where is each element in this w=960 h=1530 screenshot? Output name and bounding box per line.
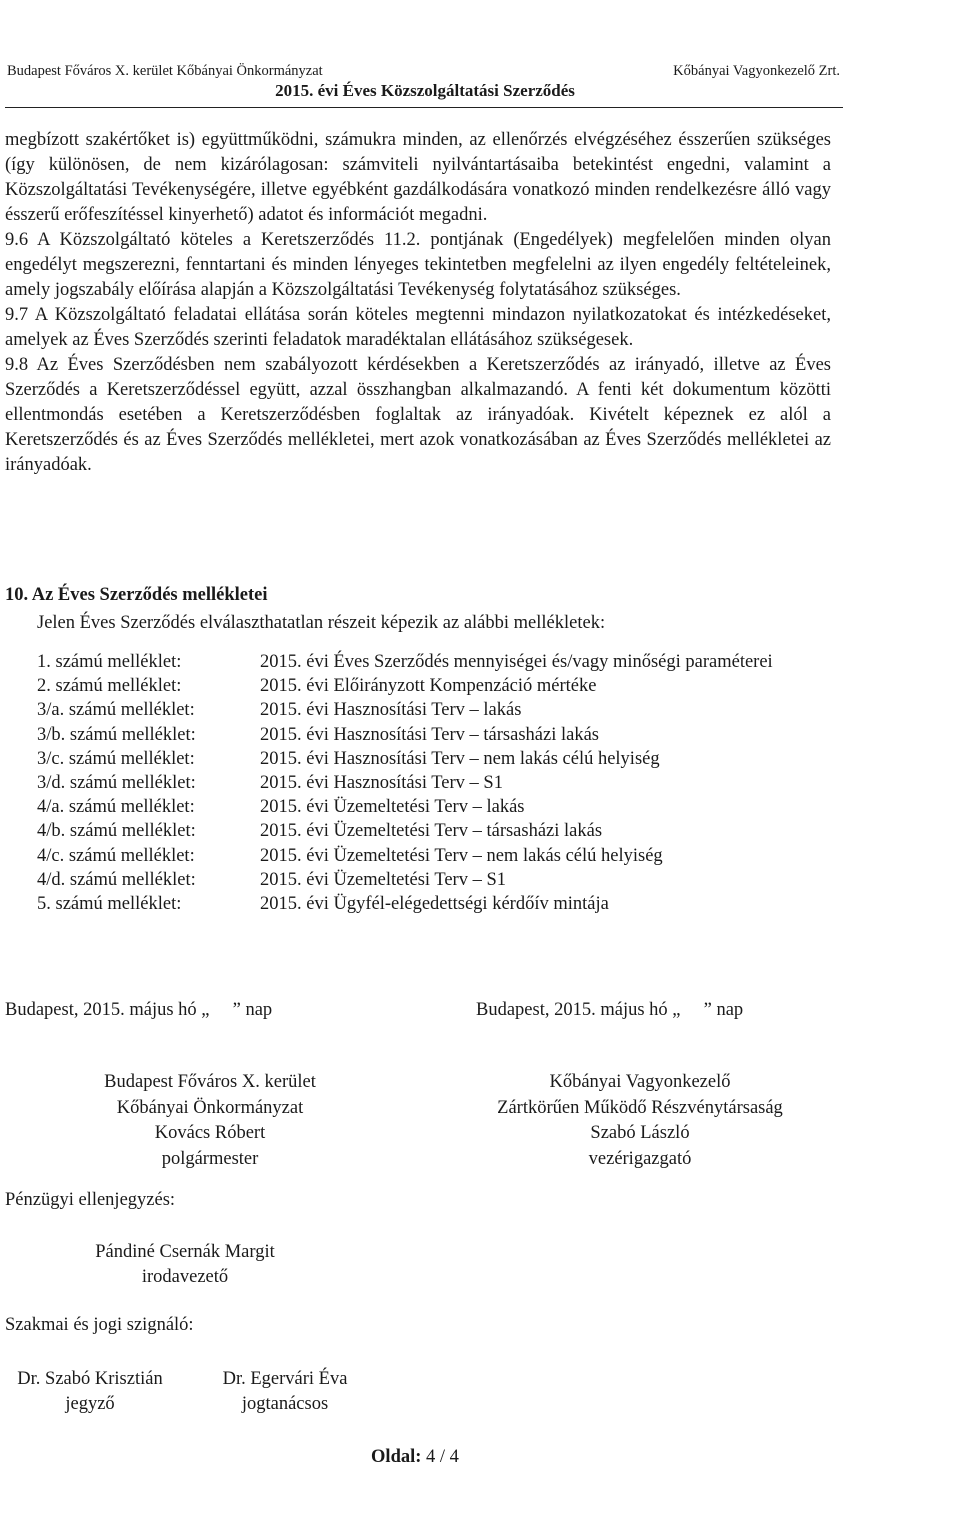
annex-row [37, 723, 800, 747]
signature-name: Dr. Egervári Éva [222, 1369, 348, 1389]
annex-key: 2. számú melléklet: [37, 676, 182, 697]
annex-row [37, 844, 800, 868]
annex-value: 2015. évi Hasznosítási Terv – S1 [260, 773, 503, 794]
page-footer [0, 1447, 830, 1468]
annex-row [37, 747, 800, 771]
annex-value: 2015. évi Üzemeltetési Terv – lakás [260, 797, 525, 818]
annex-list [37, 650, 800, 916]
page-number: 4 / 4 [426, 1447, 459, 1467]
signature-org-line: Kőbányai Vagyonkezelő [549, 1072, 731, 1092]
section-10-intro: Jelen Éves Szerződés elválaszthatatlan részeit képezik az alábbi mellékletek: [37, 613, 606, 633]
page-label: Oldal: [371, 1447, 422, 1467]
financial-countersign-label: Pénzügyi ellenjegyzés: [5, 1190, 176, 1210]
header-right: Kőbányai Vagyonkezelő Zrt. [673, 63, 840, 79]
annex-value: 2015. évi Hasznosítási Terv – társasházi lakás [260, 724, 599, 745]
signature-role: irodavezető [141, 1267, 229, 1287]
header-title: 2015. évi Éves Közszolgáltatási Szerződés [275, 81, 575, 100]
annex-value: 2015. évi Ügyfél-elégedettségi kérdőív mintája [260, 894, 609, 915]
annex-row [37, 650, 800, 674]
signature-role: jogtanácsos [241, 1394, 329, 1414]
annex-value: 2015. évi Hasznosítási Terv – nem lakás célú helyiség [260, 748, 660, 769]
paragraph-continuation: megbízott szakértőket is) együttműködni, számukra minden, az ellenőrzés elvégzéséhez ésszerűen szükséges (így különösen, de nem kizárólagosan: számviteli nyilvántartásaiba betekintést engedni, valamint a Közszolgáltatási Tevékenységére, illetve egyébként gazdálkodására vonatkozó minden rendelkezésre álló vagy ésszerű erőfeszítéssel kinyerhető) adatot és információt megadni. [5, 130, 831, 225]
date-line-right: Budapest, 2015. május hó „ ” nap [476, 1000, 744, 1020]
annex-key: 4/a. számú melléklet: [37, 797, 195, 818]
signature-name: Dr. Szabó Krisztián [17, 1369, 163, 1389]
professional-legal-label: Szakmai és jogi szignáló: [5, 1315, 194, 1335]
signature-name: Pándiné Csernák Margit [95, 1242, 275, 1262]
date-line-left: Budapest, 2015. május hó „ ” nap [5, 1000, 273, 1020]
annex-value: 2015. évi Üzemeltetési Terv – nem lakás célú helyiség [260, 845, 663, 866]
annex-key: 3/d. számú melléklet: [37, 773, 196, 794]
annex-key: 3/c. számú melléklet: [37, 748, 195, 769]
header-left: Budapest Főváros X. kerület Kőbányai Önkormányzat [7, 63, 323, 79]
annex-value: 2015. évi Üzemeltetési Terv – társasházi lakás [260, 821, 603, 842]
header-rule [5, 107, 843, 108]
annex-value: 2015. évi Hasznosítási Terv – lakás [260, 700, 522, 721]
legal-counsel-signature [200, 1367, 370, 1417]
signature-name: Szabó László [590, 1123, 690, 1143]
annex-key: 5. számú melléklet: [37, 894, 182, 915]
annex-key: 4/c. számú melléklet: [37, 845, 195, 866]
annex-row [37, 868, 800, 892]
annex-row [37, 674, 800, 698]
signature-org-line: Kőbányai Önkormányzat [116, 1097, 304, 1118]
annex-value: 2015. évi Üzemeltetési Terv – S1 [260, 869, 507, 890]
annex-value: 2015. évi Előirányzott Kompenzáció mértéke [260, 676, 597, 697]
annex-value: 2015. évi Éves Szerződés mennyiségei és/vagy minőségi paraméterei [260, 652, 773, 672]
section-10-title: 10. Az Éves Szerződés mellékletei [5, 585, 268, 605]
annex-row [37, 819, 800, 843]
signature-role: vezérigazgató [588, 1148, 692, 1169]
signature-org-line: Zártkörűen Működő Részvénytársaság [497, 1097, 783, 1118]
paragraph-9-6: 9.6 A Közszolgáltató köteles a Keretszerződés 11.2. pontjának (Engedélyek) megfelelően minden olyan engedélyt megszerezni, fenntartani és minden lényeges tekintetben megfelelni az ilyen engedély feltételeinek, amely jogszabály előírása alapján a Közszolgáltatási Tevékenység folytatásához szükséges. [5, 230, 831, 300]
signature-org-line: Budapest Főváros X. kerület [104, 1072, 316, 1092]
body-text [5, 128, 831, 478]
paragraph-9-7: 9.7 A Közszolgáltató feladatai ellátása során köteles megtenni mindazon nyilatkozatokat és intézkedéseket, amelyek az Éves Szerződés szerinti feladatok maradéktalan ellátásához szükségesek. [5, 305, 831, 350]
annex-key: 3/b. számú melléklet: [37, 724, 196, 745]
annex-row [37, 795, 800, 819]
signature-role: jegyző [65, 1394, 115, 1414]
annex-key: 1. számú melléklet: [37, 652, 182, 672]
signature-block-municipality [60, 1070, 360, 1172]
signature-block-company [440, 1070, 840, 1172]
paragraph-9-8: 9.8 Az Éves Szerződésben nem szabályozott kérdésekben a Keretszerződés az irányadó, illetve az Éves Szerződés a Keretszerződéssel együtt, azzal összhangban alkalmazandó. A fenti két dokumentum közötti ellentmondás esetében a Keretszerződésben foglaltak az irányadóak. Kivételt képeznek ez alól a Keretszerződés és az Éves Szerződés mellékletei, mert azok vonatkozásában az Éves Szerződés mellékletei az irányadóak. [5, 355, 831, 475]
annex-row [37, 892, 800, 916]
signature-name: Kovács Róbert [154, 1123, 266, 1143]
annex-row [37, 771, 800, 795]
annex-key: 3/a. számú melléklet: [37, 700, 195, 721]
financial-signature [60, 1240, 310, 1290]
notary-signature [0, 1367, 180, 1417]
annex-key: 4/b. számú melléklet: [37, 821, 196, 842]
annex-row [37, 698, 800, 722]
signature-role: polgármester [161, 1148, 259, 1169]
annex-key: 4/d. számú melléklet: [37, 869, 196, 890]
